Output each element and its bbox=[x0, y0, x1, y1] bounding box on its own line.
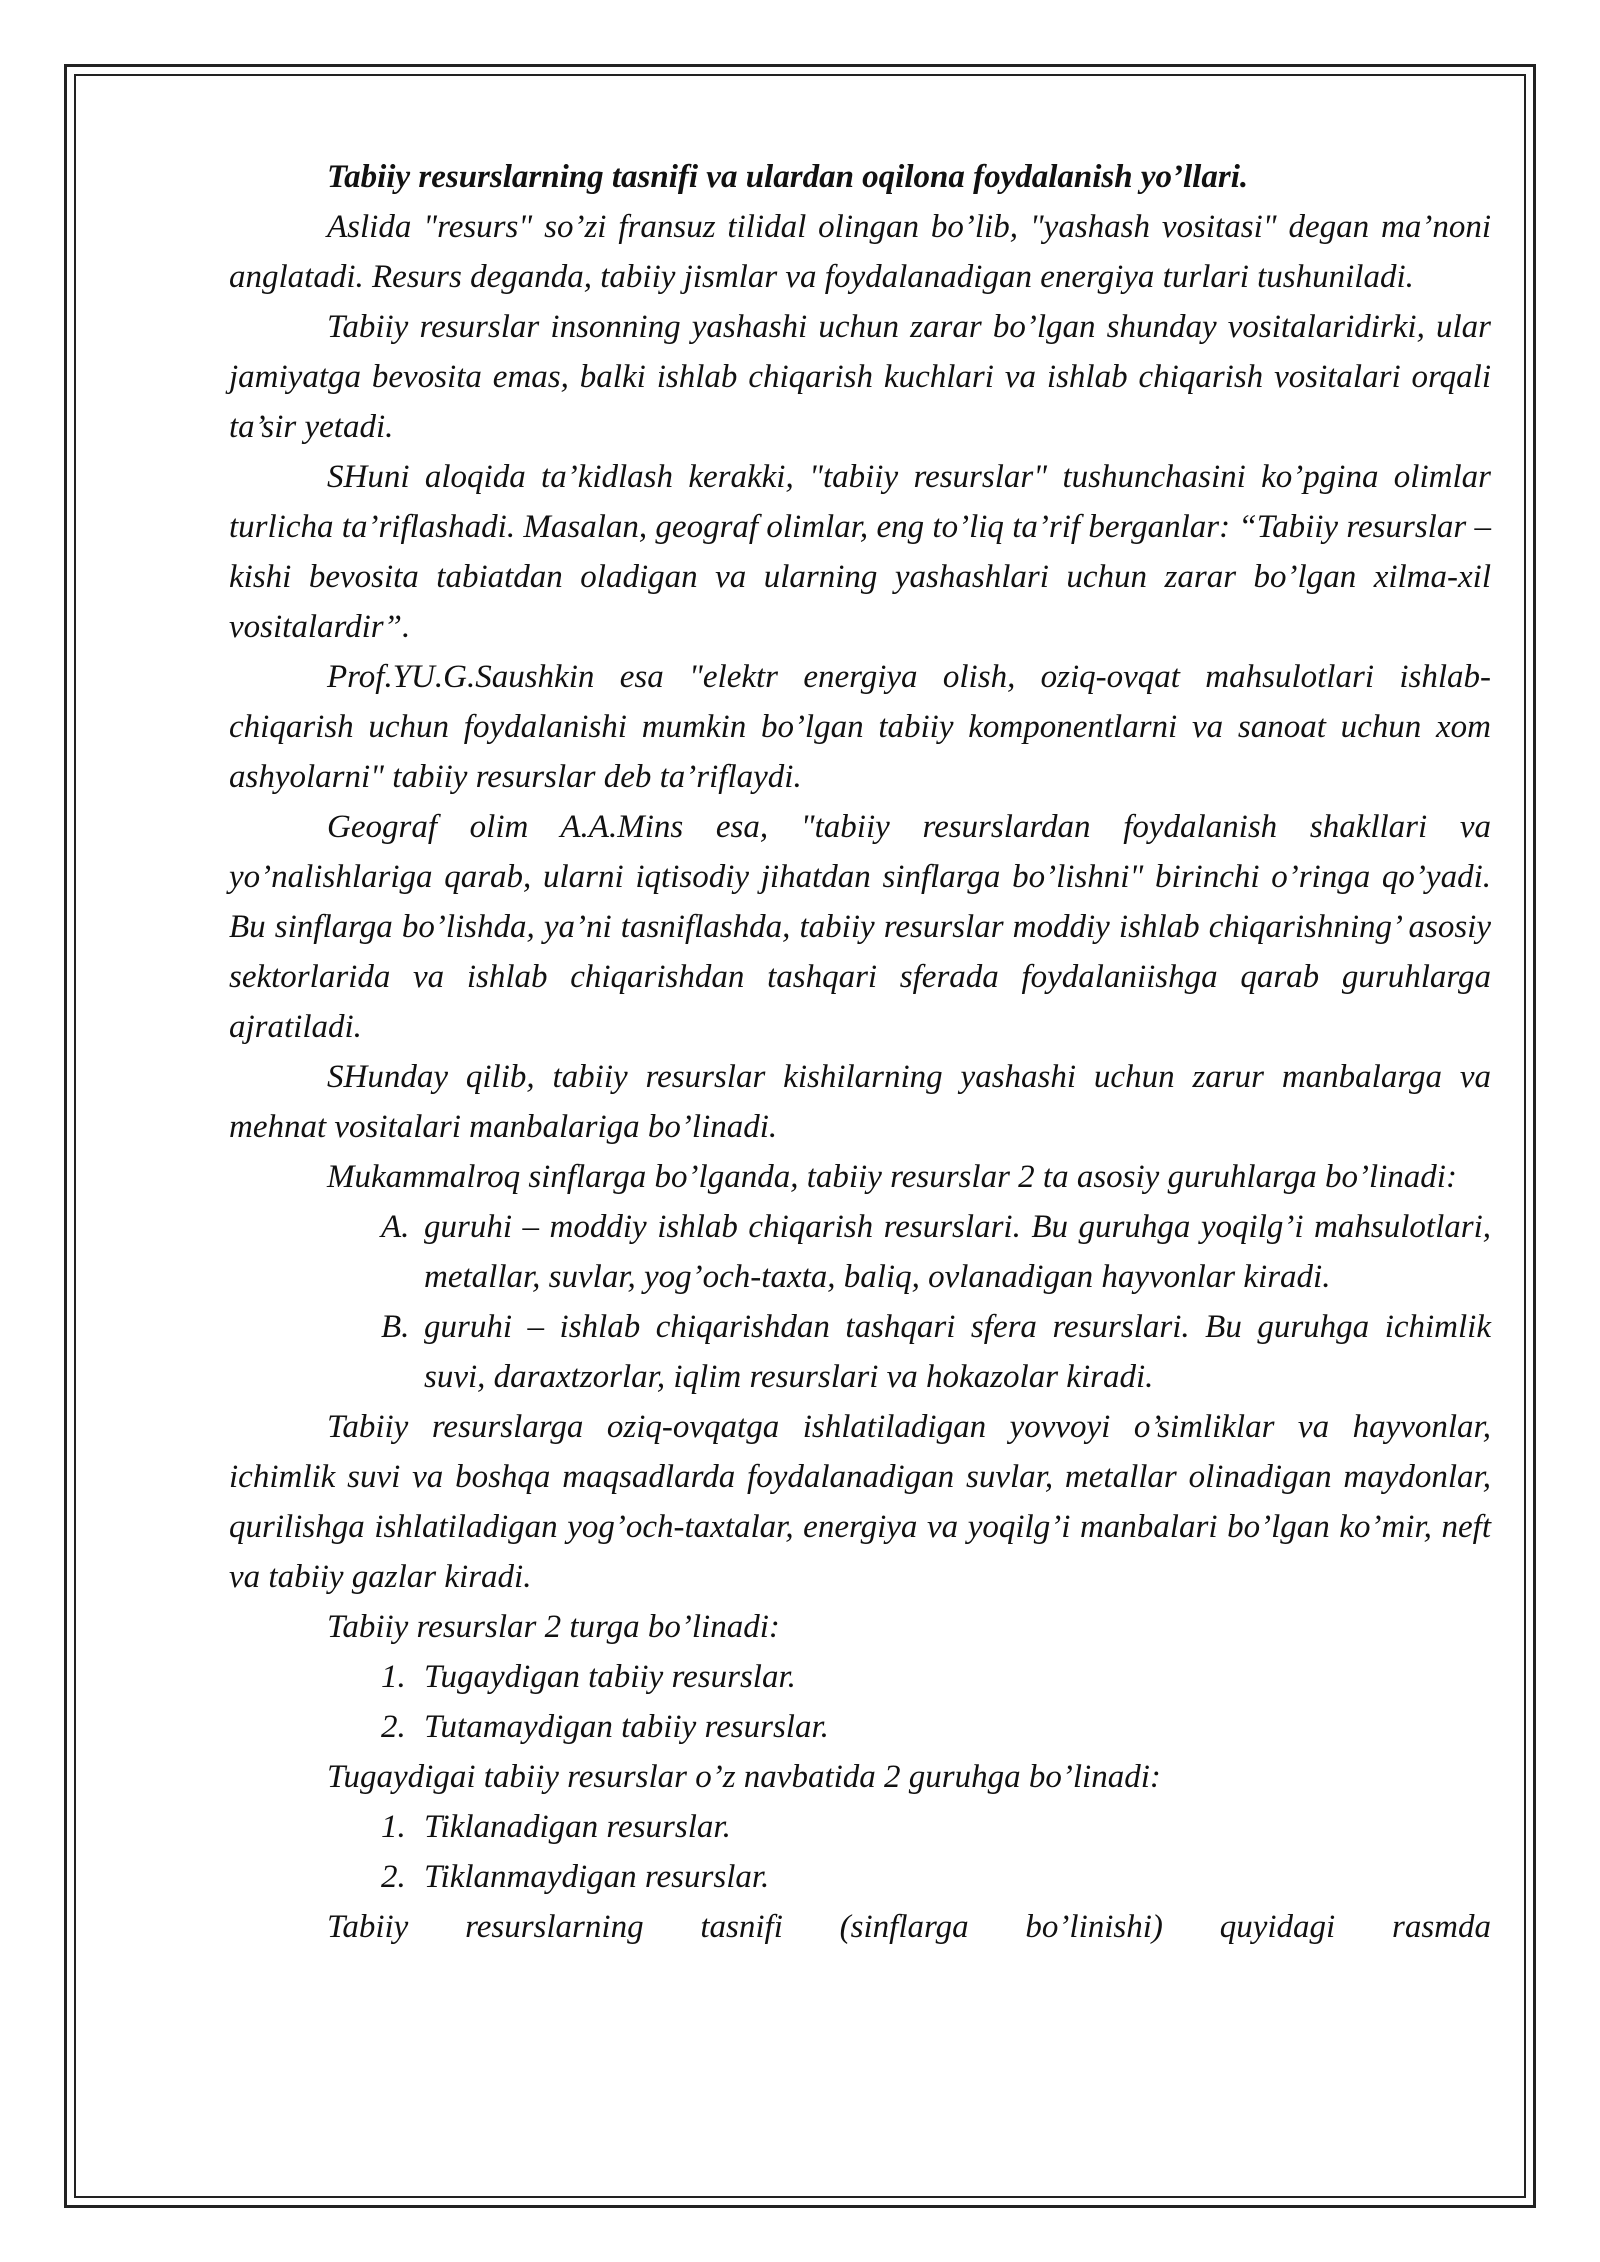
paragraph-resource-definition: Aslida "resurs" so’zi fransuz tilidal olingan bo’lib, "yashash vositasi" degan ma’noni anglatadi. Resurs deganda, tabiiy jismlar va foydalanadigan energiya turlari tushuniladi. bbox=[229, 209, 1491, 295]
list-marker: A. bbox=[381, 1209, 410, 1245]
list-item-text: Tugaydigan tabiiy resurslar. bbox=[424, 1659, 796, 1695]
list-item-text: Tutamaydigan tabiiy resurslar. bbox=[424, 1709, 829, 1745]
list-item bbox=[229, 1202, 1491, 1302]
list-item bbox=[229, 1652, 1491, 1702]
paragraph-exhaustible-intro: Tugaydigai tabiiy resurslar o’z navbatida 2 guruhga bo’linadi: bbox=[327, 1759, 1161, 1795]
document-body bbox=[229, 152, 1491, 1952]
paragraph-mins: Geograf olim A.A.Mins esa, "tabiiy resurslardan foydalanish shakllari va yo’nalishlariga qarab, ularni iqtisodiy jihatdan sinflarga bo’lishni" birinchi o’ringa qo’yadi. Bu sinflarga bo’lishda, ya’ni tasniflashda, tabiiy resurslar moddiy ishlab chiqarishning’ asosiy sektorlarida va ishlab chiqarishdan tashqari sferada foydalaniishga qarab guruhlarga ajratiladi. bbox=[229, 809, 1491, 1045]
paragraph-scientists-definition: SHuni aloqida ta’kidlash kerakki, "tabiiy resurslar" tushunchasini ko’pgina olimlar turlicha ta’riflashadi. Masalan, geograf olimlar, eng to’liq ta’rif berganlar: “Tabiiy resurslar – kishi bevosita tabiatdan oladigan va ularning yashashlari uchun zarar bo’lgan xilma-xil vositalardir”. bbox=[229, 459, 1491, 645]
list-marker: B. bbox=[381, 1309, 410, 1345]
paragraph-natural-resources: Tabiiy resurslar insonning yashashi uchun zarar bo’lgan shunday vositalaridirki, ular jamiyatga bevosita emas, balki ishlab chiqarish kuchlari va ishlab chiqarish vositalari orqali ta’sir yetadi. bbox=[229, 309, 1491, 445]
paragraph-types-intro: Tabiiy resurslar 2 turga bo’linadi: bbox=[327, 1609, 780, 1645]
list-marker: 1. bbox=[381, 1809, 406, 1845]
paragraph-summary: SHunday qilib, tabiiy resurslar kishilarning yashashi uchun zarur manbalarga va mehnat vositalari manbalariga bo’linadi. bbox=[229, 1059, 1491, 1145]
list-item bbox=[229, 1302, 1491, 1402]
list-item-text: Tiklanmaydigan resurslar. bbox=[424, 1859, 770, 1895]
types-list bbox=[229, 1652, 1491, 1752]
list-item-text: guruhi – ishlab chiqarishdan tashqari sfera resurslari. Bu guruhga ichimlik suvi, daraxtzorlar, iqlim resurslari va hokazolar kiradi. bbox=[424, 1309, 1491, 1395]
list-marker: 2. bbox=[381, 1709, 406, 1745]
group-list bbox=[229, 1202, 1491, 1402]
list-item bbox=[229, 1702, 1491, 1752]
exhaustible-list bbox=[229, 1802, 1491, 1902]
list-marker: 2. bbox=[381, 1859, 406, 1895]
list-item bbox=[229, 1802, 1491, 1852]
paragraph-saushkin: Prof.YU.G.Saushkin esa "elektr energiya olish, oziq-ovqat mahsulotlari ishlab-chiqarish uchun foydalanishi mumkin bo’lgan tabiiy komponentlarni va sanoat uchun xom ashyolarni" tabiiy resurslar deb ta’riflaydi. bbox=[229, 659, 1491, 795]
list-item-text: guruhi – moddiy ishlab chiqarish resurslari. Bu guruhga yoqilg’i mahsulotlari, metallar, suvlar, yog’och-taxta, baliq, ovlanadigan hayvonlar kiradi. bbox=[424, 1209, 1491, 1295]
paragraph-closing: Tabiiy resurslarning tasnifi (sinflarga bo’linishi) quyidagi rasmda bbox=[327, 1909, 1491, 1945]
paragraph-classification-intro: Mukammalroq sinflarga bo’lganda, tabiiy resurslar 2 ta asosiy guruhlarga bo’linadi: bbox=[327, 1159, 1457, 1195]
paragraph-resource-examples: Tabiiy resurslarga oziq-ovqatga ishlatiladigan yovvoyi o’simliklar va hayvonlar, ichimlik suvi va boshqa maqsadlarda foydalanadigan suvlar, metallar olinadigan maydonlar, qurilishga ishlatiladigan yog’och-taxtalar, energiya va yoqilg’i manbalari bo’lgan ko’mir, neft va tabiiy gazlar kiradi. bbox=[229, 1409, 1491, 1595]
list-item bbox=[229, 1852, 1491, 1902]
document-title: Tabiiy resurslarning tasnifi va ulardan oqilona foydalanish yo’llari. bbox=[327, 159, 1249, 195]
list-marker: 1. bbox=[381, 1659, 406, 1695]
list-item-text: Tiklanadigan resurslar. bbox=[424, 1809, 731, 1845]
